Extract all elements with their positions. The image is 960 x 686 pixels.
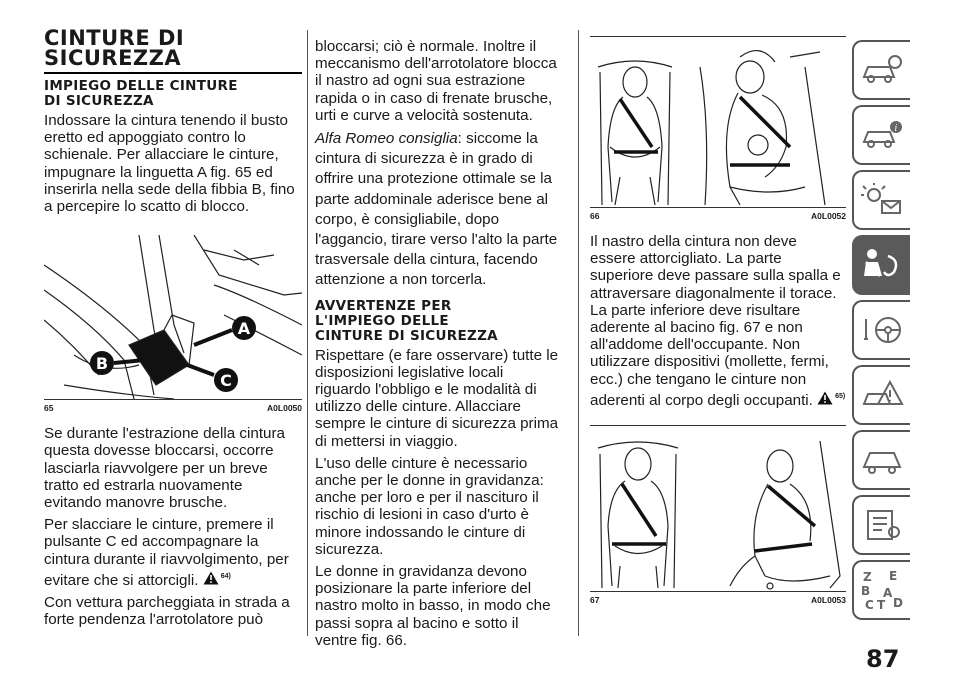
index-icon bbox=[859, 569, 905, 611]
dashboard-info-icon bbox=[860, 118, 904, 152]
tab-car-info[interactable] bbox=[852, 40, 910, 100]
figure-66 bbox=[590, 36, 846, 208]
svg-text:T: T bbox=[877, 598, 886, 611]
figure-code: A0L0050 bbox=[267, 403, 302, 414]
section-title: CINTURE DI SICUREZZA bbox=[44, 28, 302, 74]
paragraph: Alfa Romeo consiglia: siccome la cintura di sicurezza è in grado di offrire una protezione ottimale se la parte addominale aderisce bene al corpo, è consigliabile, dopo l'aggancio, tirare verso l'alto la parte trasversale della cintura, facendo attenzione a non torcerla. bbox=[315, 130, 558, 289]
tab-dashboard-info[interactable] bbox=[852, 105, 910, 165]
chapter-tabs bbox=[852, 40, 914, 625]
figure-code: A0L0052 bbox=[811, 211, 846, 221]
lights-icon bbox=[860, 183, 904, 217]
warning-triangle-icon bbox=[817, 391, 833, 405]
tab-technical-data[interactable] bbox=[852, 495, 910, 555]
svg-text:E: E bbox=[889, 569, 898, 583]
callout-c-label: C bbox=[220, 371, 232, 391]
pregnant-woman-seatbelt-illustration bbox=[590, 37, 846, 207]
figure-number: 67 bbox=[590, 595, 600, 606]
tab-emergency[interactable] bbox=[852, 365, 910, 425]
callout-a-label: A bbox=[237, 319, 251, 339]
column-1 bbox=[44, 28, 302, 634]
tab-safety[interactable] bbox=[852, 235, 910, 295]
figure-caption bbox=[590, 595, 846, 605]
paragraph: Per slacciare le cinture, premere il pulsante C ed accompagnare la cintura durante il riavvolgimento, per evitare che si attorcigli. 64) bbox=[44, 516, 289, 590]
paragraph: Indossare la cintura tenendo il busto eretto ed appoggiato contro lo schienale. Per allacciare le cinture, impugnare la linguetta A fig. 65 ed inserirla nella sede della fibbia B, fino a percepire lo scatto di blocco. bbox=[44, 112, 295, 216]
paragraph: Con vettura parcheggiata in strada a forte pendenza l'arrotolatore può bbox=[44, 594, 290, 629]
svg-text:A: A bbox=[883, 586, 893, 600]
column-2 bbox=[315, 38, 563, 654]
figure-caption bbox=[44, 403, 302, 413]
svg-text:C: C bbox=[865, 598, 874, 611]
paragraph: bloccarsi; ciò è normale. Inoltre il meccanismo dell'arrotolatore blocca il nastro ad ogni sua estrazione rapida o in caso di frenate brusche, urti e curve a velocità sostenuta. bbox=[315, 38, 557, 124]
warning-reference[interactable]: 64) bbox=[203, 568, 231, 585]
safety-airbag-icon bbox=[860, 246, 904, 284]
page-number: 87 bbox=[866, 645, 900, 673]
svg-text:D: D bbox=[893, 596, 903, 610]
figure-65 bbox=[44, 235, 302, 400]
seatbelt-buckle-illustration bbox=[44, 235, 302, 399]
callout-b-label: B bbox=[95, 354, 109, 374]
figure-caption bbox=[590, 211, 846, 221]
tab-driving[interactable] bbox=[852, 300, 910, 360]
svg-text:i: i bbox=[894, 124, 898, 134]
car-info-icon bbox=[860, 53, 904, 87]
car-maintenance-icon bbox=[860, 443, 904, 477]
tab-index[interactable] bbox=[852, 560, 910, 620]
column-divider bbox=[307, 30, 308, 636]
figure-number: 66 bbox=[590, 211, 600, 221]
subsection-title: AVVERTENZE PER L'IMPIEGO DELLE CINTURE DI SICUREZZA bbox=[315, 297, 498, 344]
steering-wheel-icon bbox=[860, 313, 904, 347]
technical-data-icon bbox=[860, 508, 904, 542]
column-3 bbox=[590, 36, 846, 617]
paragraph: Rispettare (e fare osservare) tutte le disposizioni legislative locali riguardo l'obbligo e le modalità di utilizzo delle cinture. Allacciare sempre le cinture di sicurezza prima di mettersi in viaggio. bbox=[315, 346, 559, 450]
paragraph: L'uso delle cinture è necessario anche per le donne in gravidanza: anche per loro e per il nascituro il rischio di lesioni in caso d'urto è minore indossando le cinture di sicurezza. bbox=[315, 454, 544, 558]
figure-67 bbox=[590, 425, 846, 592]
tab-maintenance[interactable] bbox=[852, 430, 910, 490]
svg-text:B: B bbox=[861, 584, 871, 598]
warning-reference[interactable]: 65) bbox=[817, 388, 845, 405]
column-divider bbox=[578, 30, 579, 636]
paragraph: Le donne in gravidanza devono posizionare la parte inferiore del nastro molto in basso, in modo che passi sopra al bacino e sotto il ventre fig. 66. bbox=[315, 563, 551, 649]
paragraph: Il nastro della cintura non deve essere attorcigliato. La parte superiore deve passare sulla spalla e attraversare diagonalmente il torace. La parte inferiore deve risultare aderente al bacino fig. 67 e non all'addome dell'occupante. Non utilizzare dispositivi (mollette, fermi, ecc.) che tengano le cinture non aderenti al corpo degli occupanti. 65) bbox=[590, 233, 846, 410]
svg-text:Z: Z bbox=[863, 570, 872, 584]
tab-lights[interactable] bbox=[852, 170, 910, 230]
figure-number: 65 bbox=[44, 403, 54, 414]
subsection-title: IMPIEGO DELLE CINTURE DI SICUREZZA bbox=[44, 78, 238, 109]
paragraph: Se durante l'estrazione della cintura questa dovesse bloccarsi, occorre lasciarla riavvolgere per un breve tratto ed estrarla nuovamente evitando manovre brusche. bbox=[44, 425, 285, 512]
warning-triangle-icon bbox=[203, 571, 219, 585]
warning-triangle-icon bbox=[860, 378, 904, 412]
figure-code: A0L0053 bbox=[811, 595, 846, 606]
seatbelt-position-illustration bbox=[590, 426, 846, 591]
